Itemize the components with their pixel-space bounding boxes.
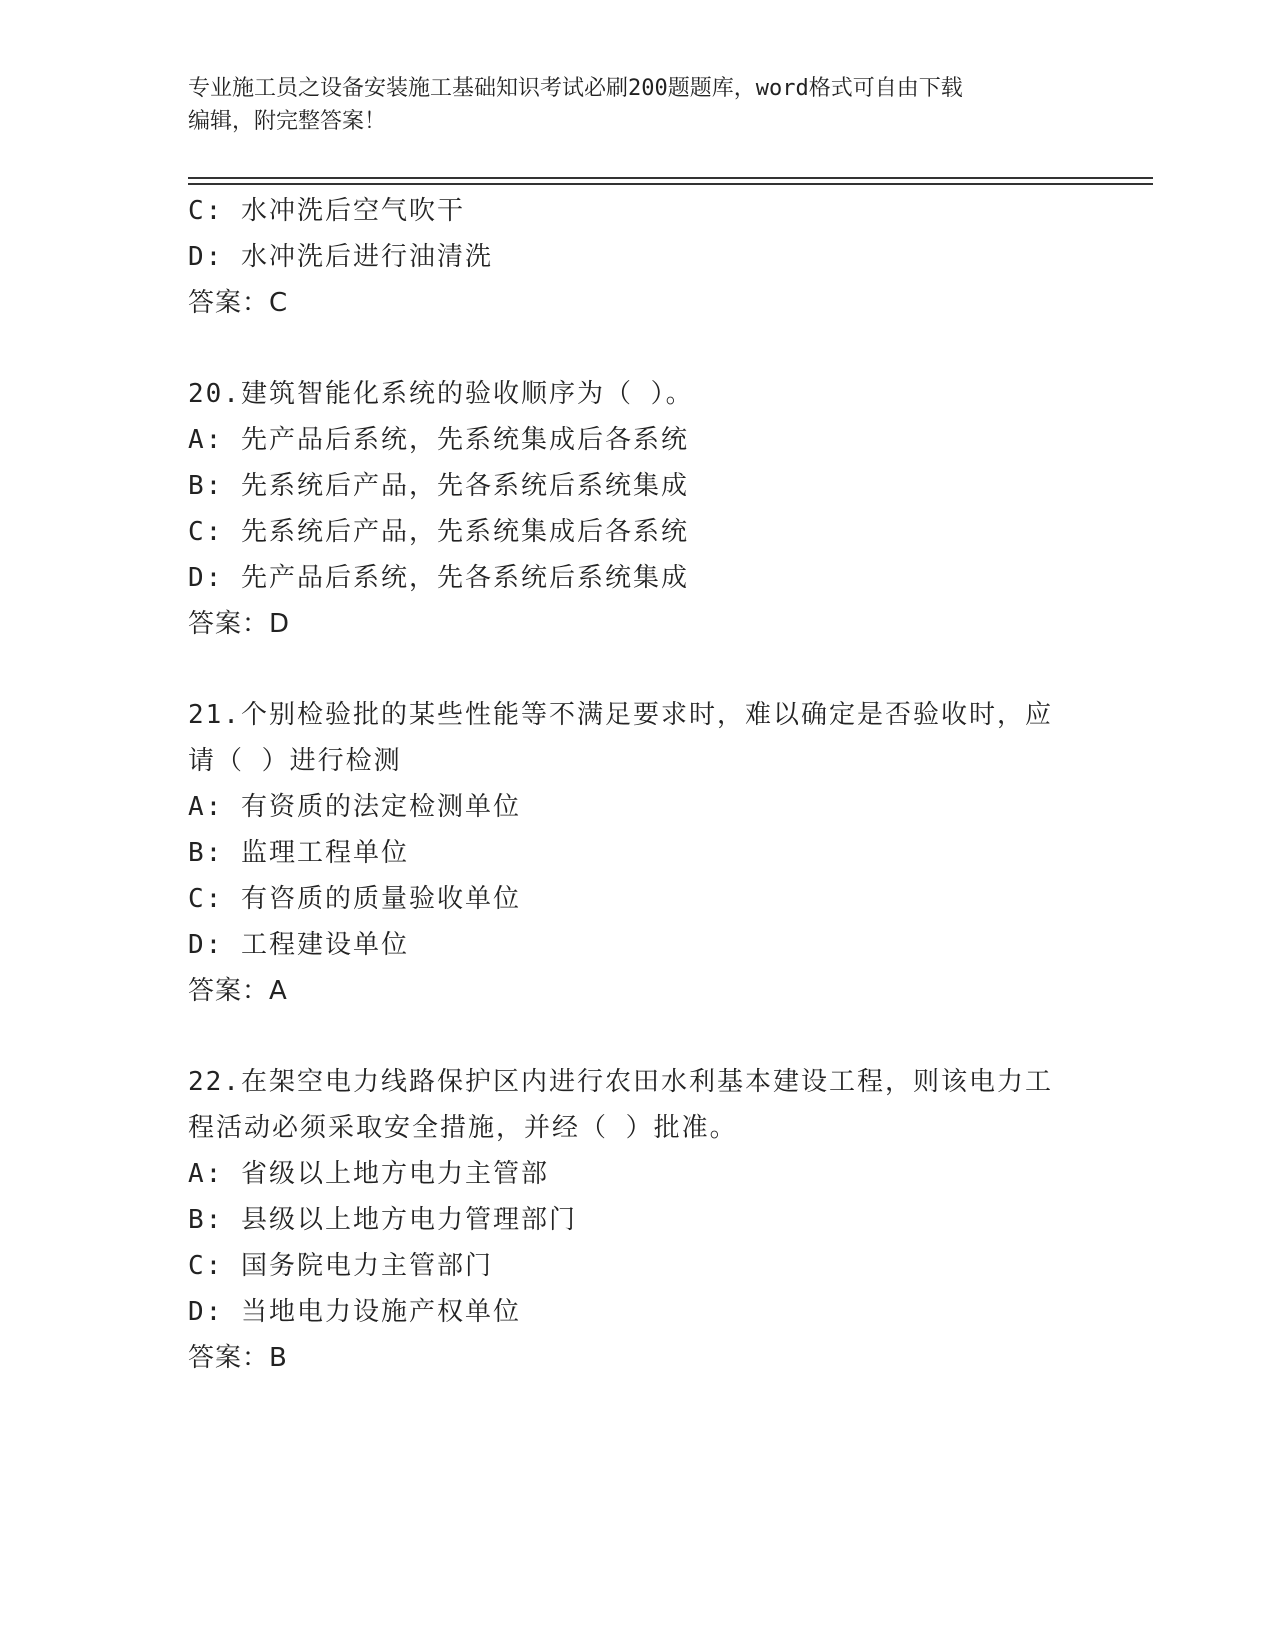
question-stem-continued: 程活动必须采取安全措施，并经（ ）批准。 <box>188 1113 738 1143</box>
question-stem: 21.个别检验批的某些性能等不满足要求时，难以确定是否验收时，应 <box>188 700 1053 730</box>
option-d: D: 当地电力设施产权单位 <box>188 1297 521 1327</box>
spacer <box>188 326 1088 371</box>
option-a: A: 先产品后系统，先系统集成后各系统 <box>188 425 689 455</box>
option-c: C: 有咨质的质量验收单位 <box>188 884 521 914</box>
option-d: D: 先产品后系统，先各系统后系统集成 <box>188 563 689 593</box>
option-c: C: 先系统后产品，先系统集成后各系统 <box>188 517 689 547</box>
header-title-line-2: 编辑，附完整答案！ <box>188 109 387 134</box>
question-19-continuation <box>188 188 1088 326</box>
option-d: D: 工程建设单位 <box>188 930 409 960</box>
question-21 <box>188 692 1088 1014</box>
answer-line: 答案：C <box>188 288 289 318</box>
answer-line: 答案：B <box>188 1343 288 1373</box>
header-title-line-1: 专业施工员之设备安装施工基础知识考试必刷200题题库，word格式可自由下载 <box>188 76 963 101</box>
option-b: B: 先系统后产品，先各系统后系统集成 <box>188 471 689 501</box>
spacer <box>188 647 1088 692</box>
question-list <box>188 188 1088 1381</box>
question-stem: 20.建筑智能化系统的验收顺序为（ ）。 <box>188 379 694 409</box>
question-stem: 22.在架空电力线路保护区内进行农田水利基本建设工程，则该电力工 <box>188 1067 1053 1097</box>
option-b: B: 县级以上地方电力管理部门 <box>188 1205 577 1235</box>
option-d: D: 水冲洗后进行油清洗 <box>188 242 493 272</box>
option-c: C: 国务院电力主管部门 <box>188 1251 493 1281</box>
question-22 <box>188 1059 1088 1381</box>
answer-line: 答案：A <box>188 976 288 1006</box>
document-header <box>188 72 1078 138</box>
header-divider-bottom <box>188 183 1153 185</box>
option-a: A: 有资质的法定检测单位 <box>188 792 521 822</box>
spacer <box>188 1014 1088 1059</box>
option-a: A: 省级以上地方电力主管部 <box>188 1159 549 1189</box>
question-stem-continued: 请（ ）进行检测 <box>188 746 402 776</box>
option-b: B: 监理工程单位 <box>188 838 409 868</box>
header-divider-top <box>188 177 1153 179</box>
question-20 <box>188 371 1088 647</box>
option-c: C: 水冲洗后空气吹干 <box>188 196 465 226</box>
answer-line: 答案：D <box>188 609 291 639</box>
